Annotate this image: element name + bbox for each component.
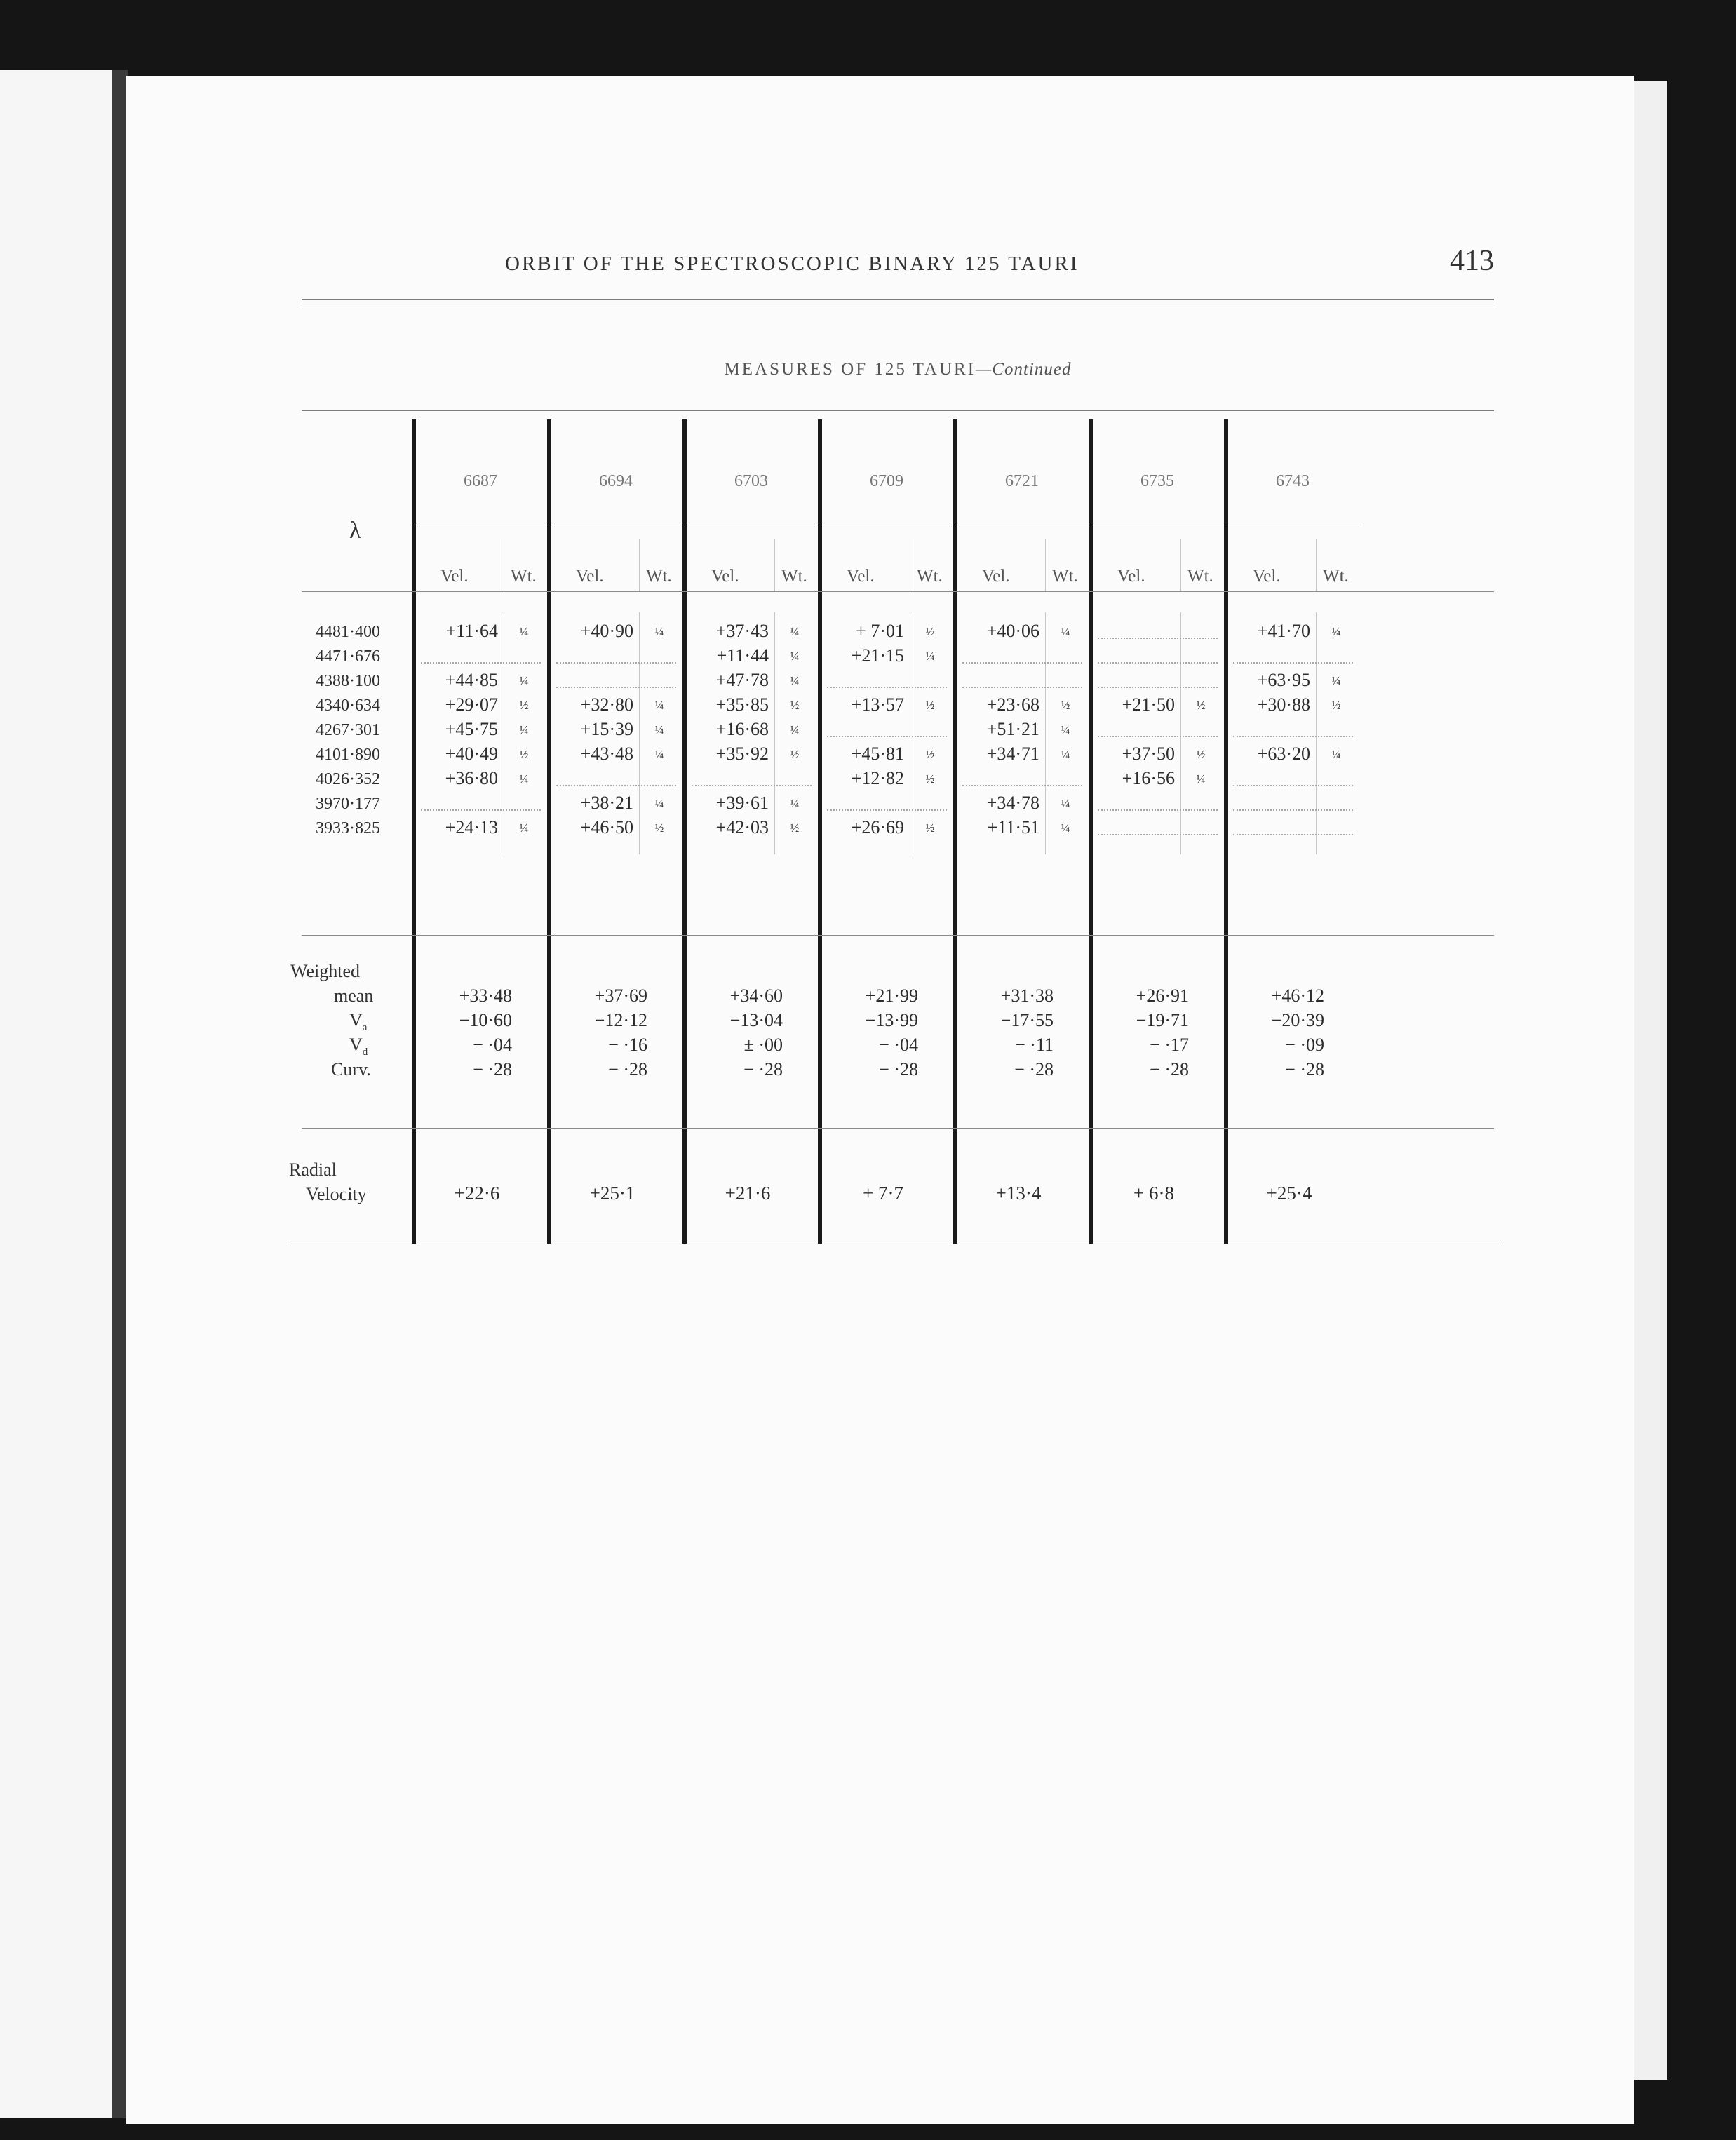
- summary-curv: − ·28: [1014, 1059, 1054, 1079]
- wt-header: Wt.: [511, 567, 537, 586]
- summary-va: −10·60: [459, 1010, 512, 1030]
- velocity-value: +44·85: [445, 670, 498, 690]
- top-rule: [302, 299, 1494, 300]
- wt-header: Wt.: [646, 567, 672, 586]
- summary-mean: +31·38: [1000, 985, 1054, 1006]
- velocity-value: +32·80: [580, 694, 633, 715]
- weight-value: ¼: [519, 821, 529, 835]
- plate-number: 6735: [1140, 472, 1174, 490]
- plate-number: 6709: [870, 472, 903, 490]
- summary-curv: − ·28: [1150, 1059, 1189, 1079]
- weight-value: ¼: [790, 625, 800, 638]
- radial-velocity-value: +25·1: [589, 1183, 635, 1204]
- summary-va: −19·71: [1136, 1010, 1189, 1030]
- weight-value: ¼: [1196, 772, 1206, 786]
- vel-header: Vel.: [847, 567, 875, 586]
- summary-mean: +21·99: [865, 985, 918, 1006]
- label-weighted: Weighted: [290, 961, 360, 981]
- wt-header: Wt.: [1052, 567, 1078, 586]
- wavelength: 4471·676: [316, 647, 380, 666]
- velocity-value: +41·70: [1257, 621, 1310, 641]
- table-top-rule: [302, 410, 1494, 411]
- empty-entry-leader: [1233, 662, 1353, 664]
- vel-wt-divider: [1180, 612, 1181, 854]
- plate-number: 6687: [464, 472, 497, 490]
- weight-value: ½: [1196, 699, 1206, 712]
- wavelength: 4388·100: [316, 672, 380, 690]
- velocity-value: +51·21: [986, 719, 1039, 739]
- caption-suffix: —Continued: [976, 360, 1072, 379]
- velocity-value: +24·13: [445, 817, 498, 837]
- weight-value: ½: [790, 821, 800, 835]
- wavelength: 3970·177: [316, 795, 380, 813]
- summary-mean: +37·69: [594, 985, 647, 1006]
- radial-velocity-value: +13·4: [995, 1183, 1042, 1204]
- empty-entry-leader: [556, 687, 676, 688]
- weight-value: ½: [925, 625, 935, 638]
- weight-value: ¼: [519, 625, 529, 638]
- velocity-value: +38·21: [580, 793, 633, 813]
- summary-curv: − ·28: [608, 1059, 647, 1079]
- empty-entry-leader: [1098, 834, 1218, 835]
- weight-value: ¼: [519, 723, 529, 736]
- radial-rule: [302, 1128, 1494, 1129]
- vel-header: Vel.: [1117, 567, 1145, 586]
- velocity-value: +46·50: [580, 817, 633, 837]
- summary-curv: − ·28: [473, 1059, 512, 1079]
- empty-entry-leader: [1098, 662, 1218, 664]
- velocity-value: +63·20: [1257, 743, 1310, 764]
- page: [126, 76, 1634, 2124]
- empty-entry-leader: [1233, 785, 1353, 786]
- vel-wt-divider: [639, 612, 640, 854]
- weight-value: ½: [790, 748, 800, 761]
- summary-mean: +33·48: [459, 985, 512, 1006]
- summary-vd: − ·04: [473, 1035, 512, 1055]
- column-separator: [1089, 419, 1093, 1244]
- weight-value: ½: [1196, 748, 1206, 761]
- weight-value: ½: [925, 821, 935, 835]
- header-rule: [302, 591, 1494, 592]
- velocity-value: +35·92: [715, 743, 769, 764]
- empty-entry-leader: [421, 809, 541, 811]
- velocity-value: +37·43: [715, 621, 769, 641]
- velocity-value: +36·80: [445, 768, 498, 788]
- plate-number: 6743: [1276, 472, 1310, 490]
- empty-entry-leader: [1233, 736, 1353, 737]
- weight-value: ¼: [654, 748, 664, 761]
- label-va-sub: a: [362, 1022, 368, 1034]
- label-curv: Curv.: [331, 1059, 371, 1079]
- empty-entry-leader: [1098, 687, 1218, 688]
- caption-text: MEASURES OF 125 TAURI: [724, 360, 976, 379]
- summary-vd: − ·09: [1285, 1035, 1324, 1055]
- vel-wt-divider: [774, 612, 775, 854]
- summary-va: −13·99: [865, 1010, 918, 1030]
- vel-wt-divider: [1045, 612, 1046, 854]
- empty-entry-leader: [1233, 834, 1353, 835]
- velocity-value: +16·56: [1122, 768, 1175, 788]
- velocity-value: +45·81: [851, 743, 904, 764]
- empty-entry-leader: [1098, 809, 1218, 811]
- vel-header: Vel.: [982, 567, 1010, 586]
- summary-vd: − ·17: [1150, 1035, 1189, 1055]
- summary-mean: +34·60: [729, 985, 783, 1006]
- label-velocity: Velocity: [306, 1184, 367, 1204]
- empty-entry-leader: [827, 687, 947, 688]
- weight-value: ¼: [1061, 821, 1070, 835]
- empty-entry-leader: [1098, 736, 1218, 737]
- velocity-value: +39·61: [715, 793, 769, 813]
- summary-vd: − ·04: [879, 1035, 918, 1055]
- velocity-value: +12·82: [851, 768, 904, 788]
- empty-entry-leader: [962, 785, 1082, 786]
- plate-number: 6703: [734, 472, 768, 490]
- wavelength: 4267·301: [316, 721, 380, 739]
- running-head-title: ORBIT OF THE SPECTROSCOPIC BINARY 125 TAURI: [505, 253, 1079, 275]
- velocity-value: +21·50: [1122, 694, 1175, 715]
- weight-value: ¼: [790, 674, 800, 687]
- weight-value: ½: [1061, 699, 1070, 712]
- plate-number: 6721: [1005, 472, 1039, 490]
- summary-vd: − ·16: [608, 1035, 647, 1055]
- vel-wt-divider: [1180, 539, 1181, 591]
- table-caption: [302, 360, 1494, 379]
- velocity-value: +35·85: [715, 694, 769, 715]
- weight-value: ¼: [654, 723, 664, 736]
- weight-value: ¼: [1061, 748, 1070, 761]
- weight-value: ¼: [1331, 748, 1341, 761]
- wavelength: 4101·890: [316, 746, 380, 764]
- summary-rule: [302, 935, 1494, 936]
- velocity-value: +21·15: [851, 645, 904, 666]
- weight-value: ½: [790, 699, 800, 712]
- page-number: 413: [1450, 245, 1494, 277]
- weight-value: ½: [519, 748, 529, 761]
- weight-value: ½: [925, 748, 935, 761]
- empty-entry-leader: [827, 736, 947, 737]
- empty-entry-leader: [556, 785, 676, 786]
- empty-entry-leader: [692, 785, 812, 786]
- wt-header: Wt.: [917, 567, 943, 586]
- velocity-value: +63·95: [1257, 670, 1310, 690]
- vel-wt-divider: [774, 539, 775, 591]
- label-vd-sub: d: [362, 1047, 368, 1058]
- radial-velocity-value: +22·6: [454, 1183, 500, 1204]
- weight-value: ½: [925, 699, 935, 712]
- weight-value: ¼: [519, 674, 529, 687]
- velocity-value: +29·07: [445, 694, 498, 715]
- velocity-value: +30·88: [1257, 694, 1310, 715]
- column-separator: [1224, 419, 1228, 1244]
- velocity-value: +43·48: [580, 743, 633, 764]
- velocity-value: +16·68: [715, 719, 769, 739]
- summary-vd: ± ·00: [743, 1035, 783, 1055]
- empty-entry-leader: [962, 662, 1082, 664]
- velocity-value: +13·57: [851, 694, 904, 715]
- velocity-value: +11·64: [445, 621, 498, 641]
- wavelength: 4340·634: [316, 696, 380, 715]
- wt-header: Wt.: [1323, 567, 1349, 586]
- empty-entry-leader: [421, 662, 541, 664]
- vel-header: Vel.: [1253, 567, 1281, 586]
- summary-va: −20·39: [1271, 1010, 1324, 1030]
- velocity-value: +15·39: [580, 719, 633, 739]
- summary-vd: − ·11: [1015, 1035, 1054, 1055]
- label-vd: $V_d$: [349, 1035, 368, 1058]
- radial-velocity-value: + 6·8: [1133, 1183, 1174, 1204]
- weight-value: ¼: [1061, 797, 1070, 810]
- velocity-value: +11·44: [716, 645, 769, 666]
- vel-wt-divider: [1316, 539, 1317, 591]
- radial-velocity-value: +21·6: [725, 1183, 771, 1204]
- wavelength-header: λ: [349, 518, 361, 544]
- weight-value: ½: [1331, 699, 1341, 712]
- radial-velocity-value: + 7·7: [863, 1183, 903, 1204]
- velocity-value: +26·69: [851, 817, 904, 837]
- weight-value: ½: [925, 772, 935, 786]
- velocity-value: +34·71: [986, 743, 1039, 764]
- summary-va: −12·12: [594, 1010, 647, 1030]
- plate-number: 6694: [599, 472, 633, 490]
- weight-value: ¼: [654, 797, 664, 810]
- weight-value: ¼: [1061, 723, 1070, 736]
- empty-entry-leader: [1233, 809, 1353, 811]
- vel-header: Vel.: [440, 567, 469, 586]
- label-radial: Radial: [289, 1159, 337, 1180]
- velocity-value: +40·49: [445, 743, 498, 764]
- radial-velocity-value: +25·4: [1266, 1183, 1312, 1204]
- velocity-value: +37·50: [1122, 743, 1175, 764]
- velocity-value: + 7·01: [856, 621, 904, 641]
- weight-value: ¼: [654, 625, 664, 638]
- vel-header: Vel.: [576, 567, 604, 586]
- wt-header: Wt.: [1187, 567, 1213, 586]
- summary-va: −13·04: [729, 1010, 783, 1030]
- weight-value: ¼: [925, 650, 935, 663]
- velocity-value: +42·03: [715, 817, 769, 837]
- book-gutter: [112, 70, 128, 2118]
- weight-value: ¼: [654, 699, 664, 712]
- summary-curv: − ·28: [1285, 1059, 1324, 1079]
- vel-wt-divider: [1045, 539, 1046, 591]
- weight-value: ½: [654, 821, 664, 835]
- wavelength: 4481·400: [316, 623, 380, 641]
- wavelength: 4026·352: [316, 770, 380, 788]
- empty-entry-leader: [827, 809, 947, 811]
- velocity-value: +40·06: [986, 621, 1039, 641]
- weight-value: ¼: [519, 772, 529, 786]
- summary-va: −17·55: [1000, 1010, 1054, 1030]
- empty-entry-leader: [556, 662, 676, 664]
- summary-curv: − ·28: [879, 1059, 918, 1079]
- velocity-value: +47·78: [715, 670, 769, 690]
- summary-mean: +26·91: [1136, 985, 1189, 1006]
- empty-entry-leader: [962, 687, 1082, 688]
- velocity-value: +45·75: [445, 719, 498, 739]
- velocity-value: +40·90: [580, 621, 633, 641]
- weight-value: ¼: [1331, 674, 1341, 687]
- velocity-value: +23·68: [986, 694, 1039, 715]
- weight-value: ¼: [790, 650, 800, 663]
- summary-mean: +46·12: [1271, 985, 1324, 1006]
- vel-wt-divider: [639, 539, 640, 591]
- weight-value: ¼: [790, 723, 800, 736]
- velocity-value: +11·51: [987, 817, 1039, 837]
- weight-value: ¼: [1061, 625, 1070, 638]
- vel-wt-divider: [1316, 612, 1317, 854]
- label-mean: mean: [334, 985, 374, 1006]
- weight-value: ½: [519, 699, 529, 712]
- label-va: $V_a$: [349, 1010, 368, 1034]
- weight-value: ¼: [1331, 625, 1341, 638]
- vel-header: Vel.: [711, 567, 739, 586]
- empty-entry-leader: [1098, 638, 1218, 639]
- summary-curv: − ·28: [743, 1059, 783, 1079]
- weight-value: ¼: [790, 797, 800, 810]
- facing-page-edge: [0, 70, 112, 2118]
- wavelength: 3933·825: [316, 819, 380, 837]
- wt-header: Wt.: [781, 567, 807, 586]
- velocity-value: +34·78: [986, 793, 1039, 813]
